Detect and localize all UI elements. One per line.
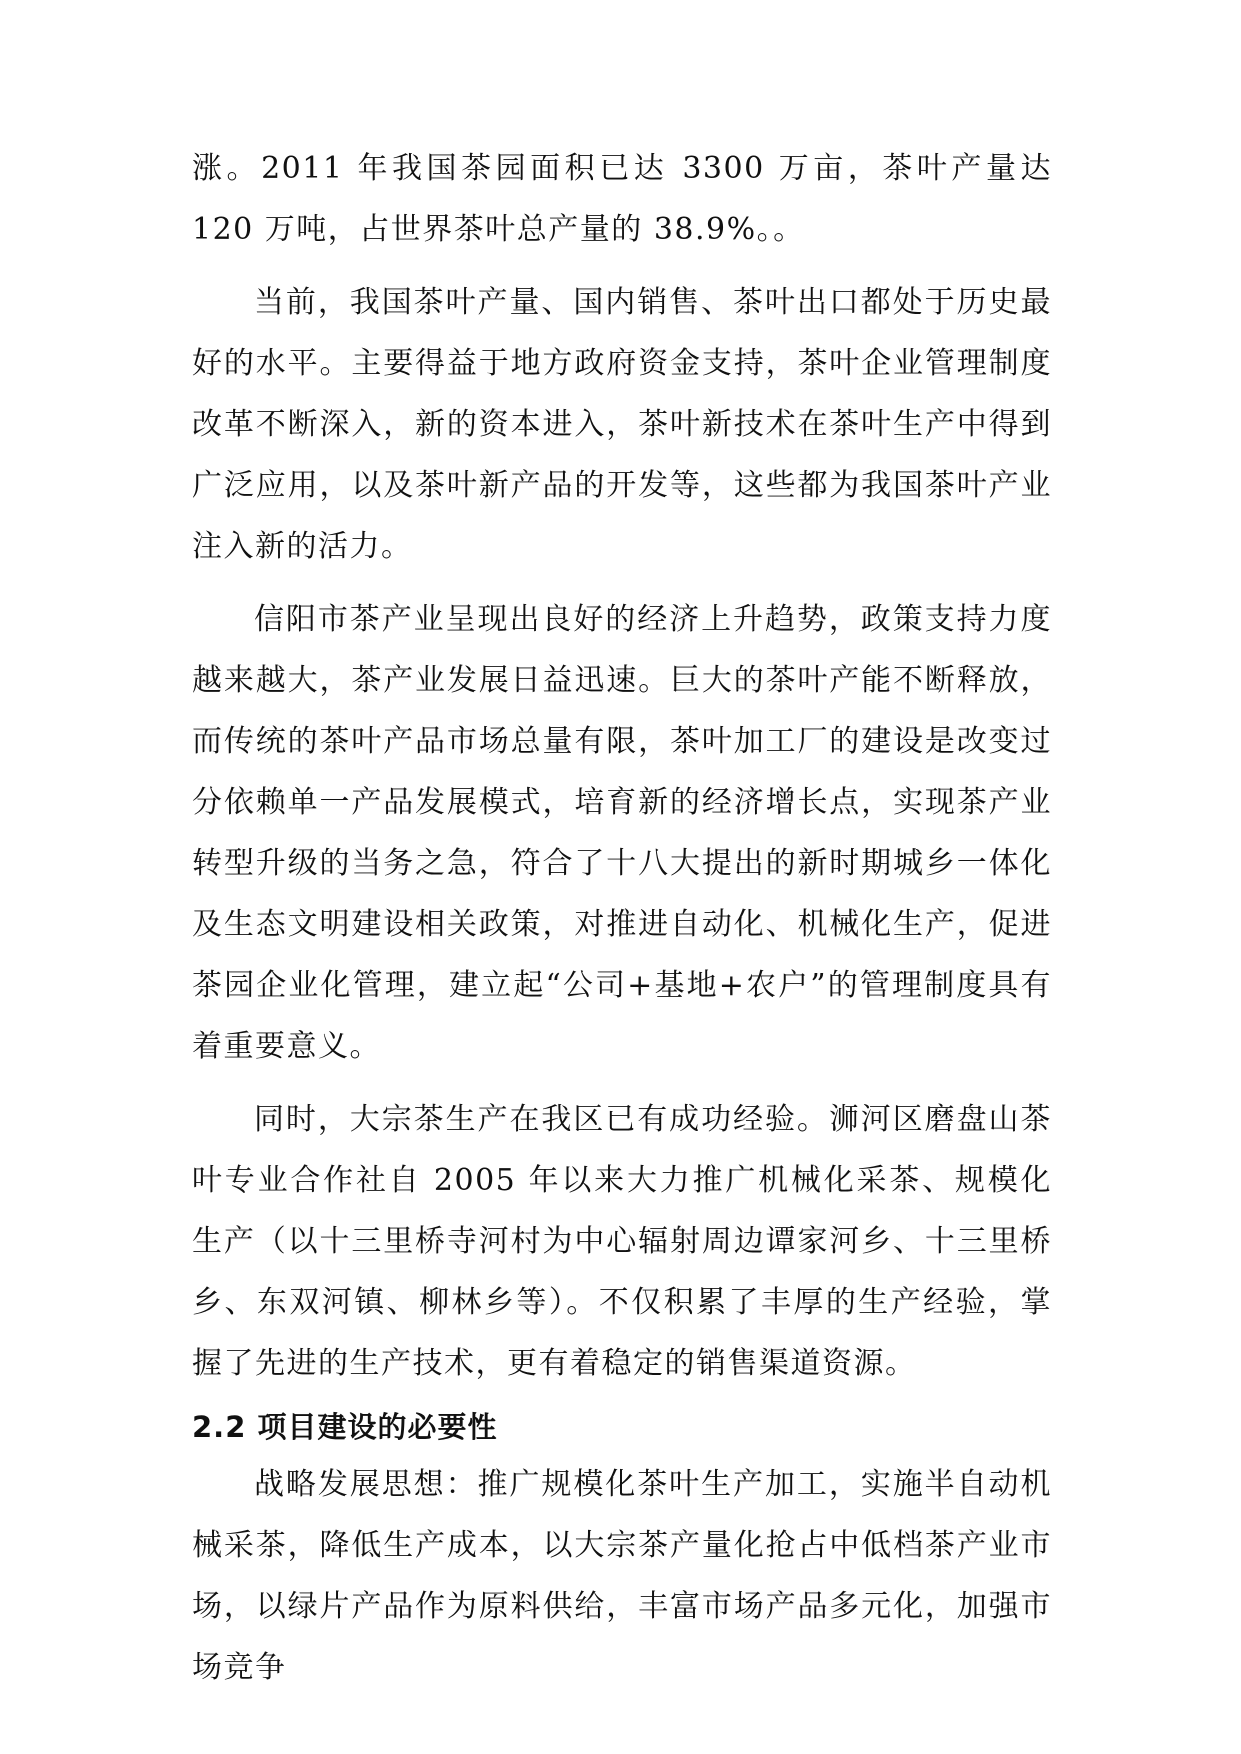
section-heading: 2.2 项目建设的必要性	[192, 1410, 498, 1444]
paragraph-xinyang-tea-industry: 信阳市茶产业呈现出良好的经济上升趋势，政策支持力度越来越大，茶产业发展日益迅速。巨大的茶叶产能不断释放，而传统的茶叶产品市场总量有限，茶叶加工厂的建设是改变过分依赖单一产品发展模式，培育新的经济增长点，实现茶产业转型升级的当务之急，符合了十八大提出的新时期城乡一体化及生态文明建设相关政策，对推进自动化、机械化生产，促进茶园企业化管理，建立起“公司+基地+农户”的管理制度具有着重要意义。	[192, 602, 1052, 1064]
paragraph-bulk-tea-experience: 同时，大宗茶生产在我区已有成功经验。浉河区磨盘山茶叶专业合作社自 2005 年以来大力推广机械化采茶、规模化生产（以十三里桥寺河村为中心辐射周边谭家河乡、十三里桥乡、东双河镇、柳林乡等）。不仅积累了丰厚的生产经验，掌握了先进的生产技术，更有着稳定的销售渠道资源。	[192, 1102, 1052, 1381]
paragraph-strategic-development: 战略发展思想：推广规模化茶叶生产加工，实施半自动机械采茶，降低生产成本，以大宗茶产量化抢占中低档茶产业市场，以绿片产品作为原料供给，丰富市场产品多元化，加强市场竞争	[192, 1467, 1052, 1685]
paragraph-current-tea-industry: 当前，我国茶叶产量、国内销售、茶叶出口都处于历史最好的水平。主要得益于地方政府资金支持，茶叶企业管理制度改革不断深入，新的资本进入，茶叶新技术在茶叶生产中得到广泛应用，以及茶叶新产品的开发等，这些都为我国茶叶产业注入新的活力。	[192, 285, 1052, 564]
paragraph-tea-area-statistics: 涨。2011 年我国茶园面积已达 3300 万亩，茶叶产量达 120 万吨，占世界茶叶总产量的 38.9%。。	[192, 151, 1052, 247]
document-body	[192, 138, 1052, 1710]
